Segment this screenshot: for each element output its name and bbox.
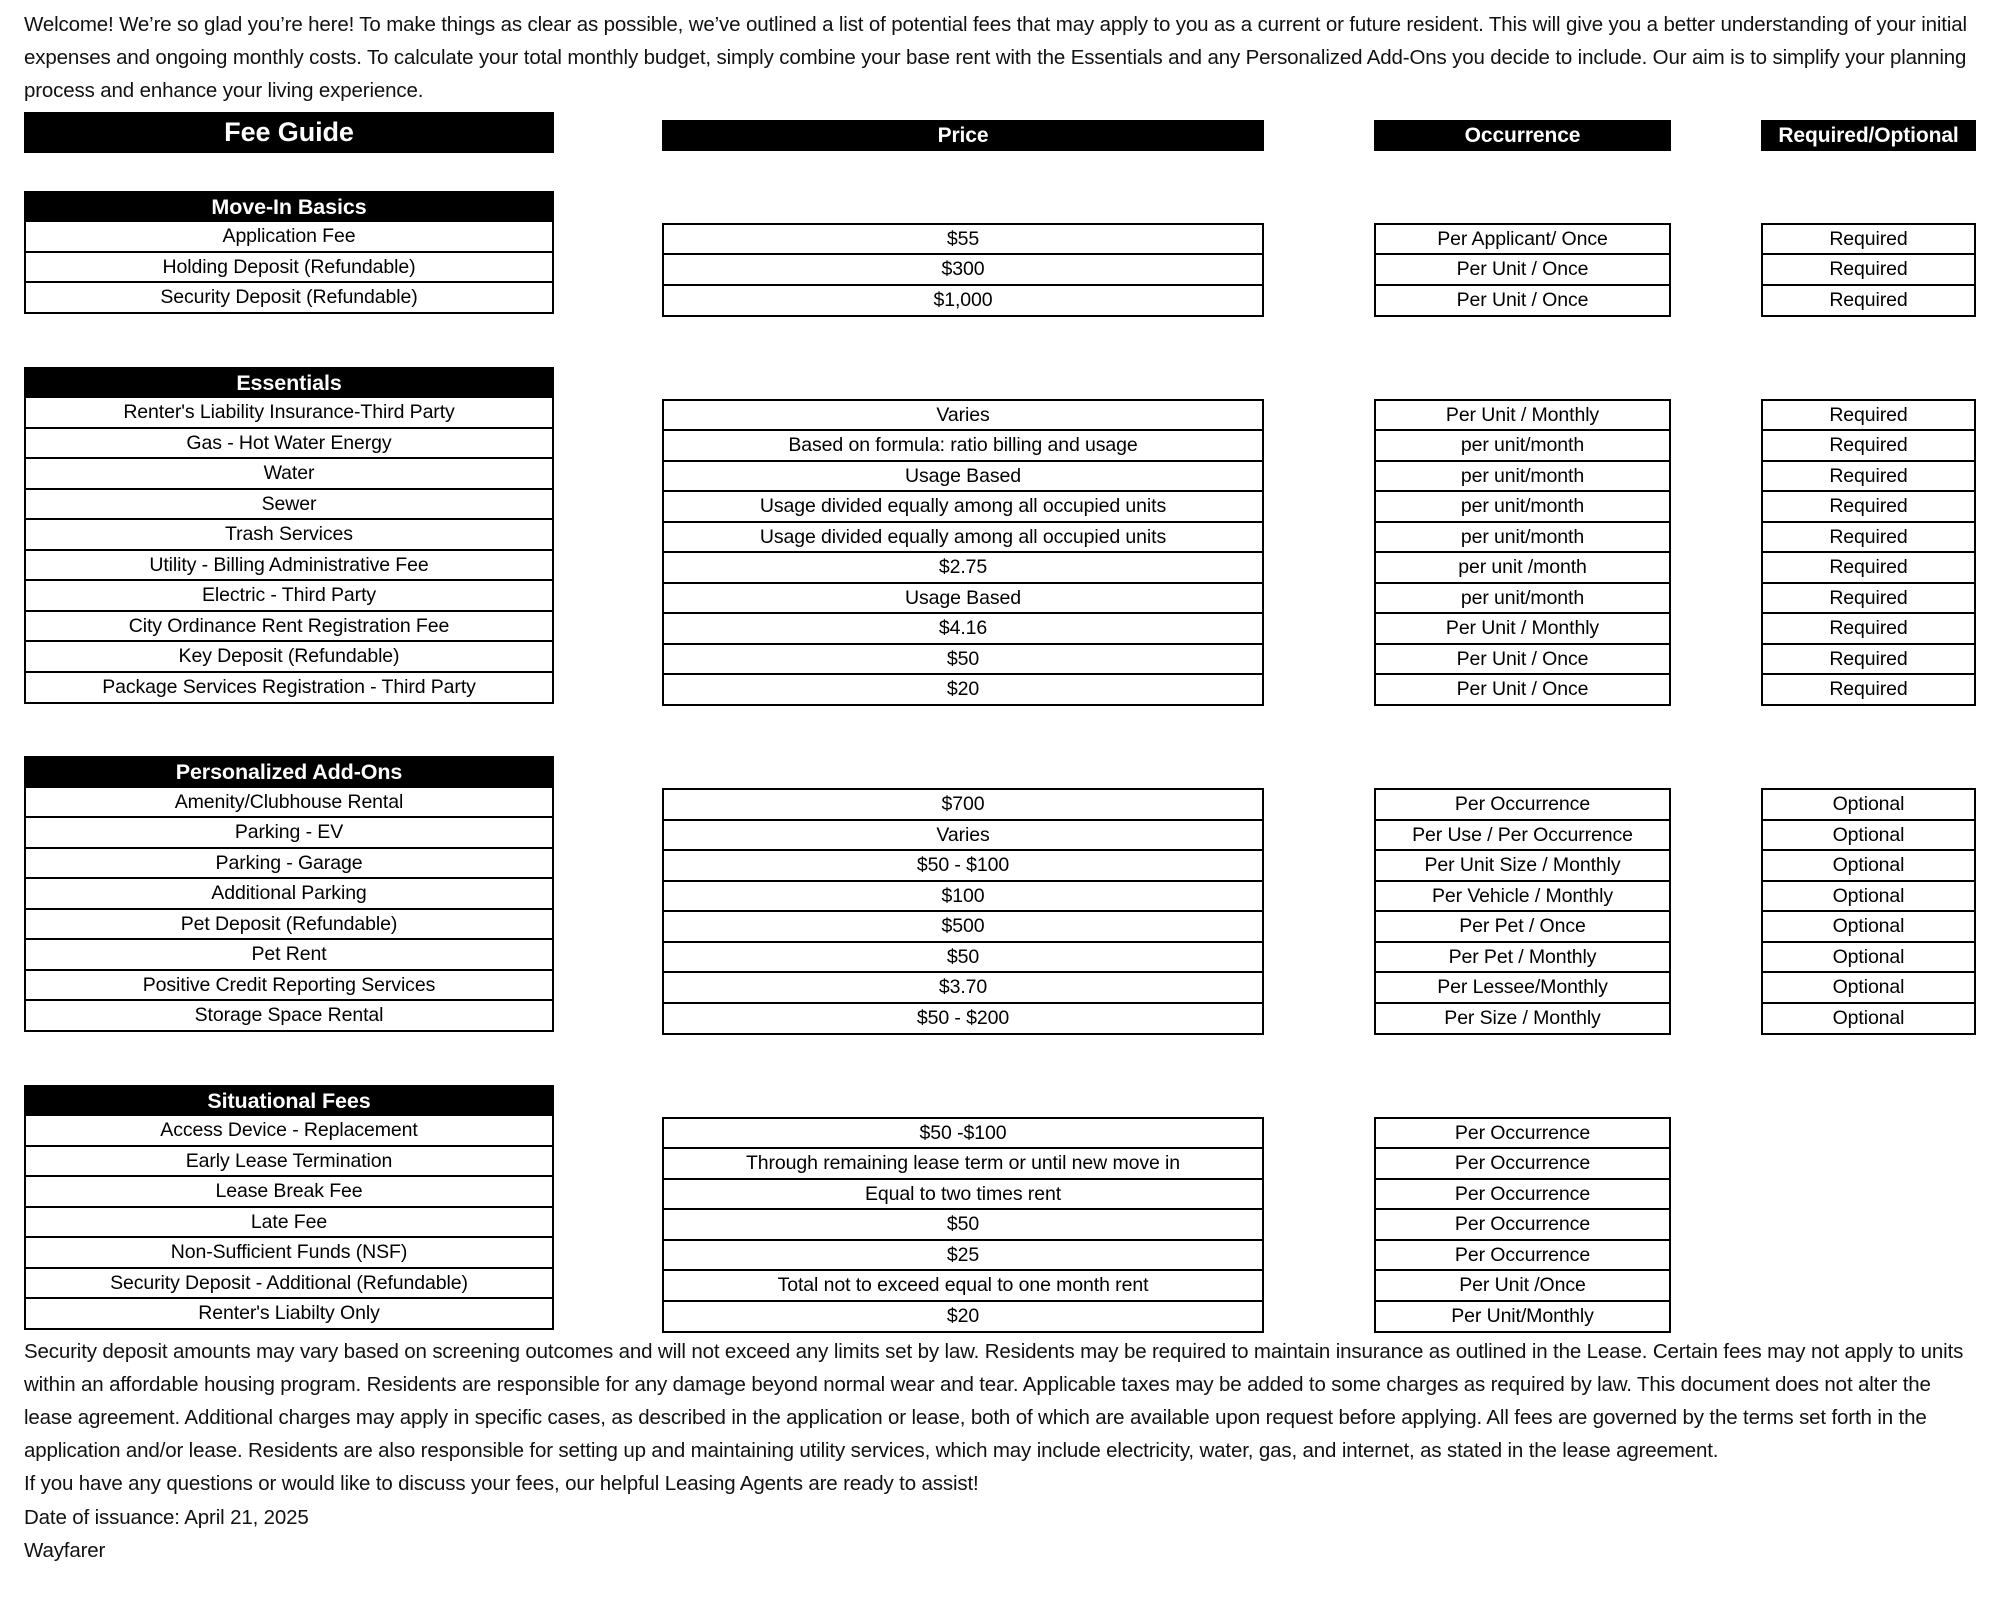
occurrence-cell: Per Occurrence bbox=[1374, 1178, 1671, 1211]
status-cell: Optional bbox=[1761, 1002, 1976, 1035]
fee-name-cell: Gas - Hot Water Energy bbox=[24, 427, 554, 460]
fee-name-cell: Non-Sufficient Funds (NSF) bbox=[24, 1236, 554, 1269]
status-cell: Required bbox=[1761, 429, 1976, 462]
fee-name-cell: Parking - Garage bbox=[24, 847, 554, 880]
price-cell: Varies bbox=[662, 819, 1264, 852]
price-cell: $50 bbox=[662, 941, 1264, 974]
price-cell: Usage divided equally among all occupied units bbox=[662, 490, 1264, 523]
status-cell: Required bbox=[1761, 643, 1976, 676]
price-cell: $50 bbox=[662, 1208, 1264, 1241]
column-header-occurrence: Occurrence bbox=[1374, 120, 1671, 151]
fee-name-cell: Key Deposit (Refundable) bbox=[24, 640, 554, 673]
fee-name-cell: Security Deposit (Refundable) bbox=[24, 281, 554, 314]
status-cell: Optional bbox=[1761, 788, 1976, 821]
status-cell: Required bbox=[1761, 223, 1976, 256]
occurrence-cell: Per Applicant/ Once bbox=[1374, 223, 1671, 256]
occurrence-cell: Per Unit /Once bbox=[1374, 1269, 1671, 1302]
fee-name-cell: Holding Deposit (Refundable) bbox=[24, 251, 554, 284]
price-cell: $1,000 bbox=[662, 284, 1264, 317]
fee-name-cell: Lease Break Fee bbox=[24, 1175, 554, 1208]
occurrence-cell: Per Unit / Once bbox=[1374, 253, 1671, 286]
section-row-essentials bbox=[24, 317, 1976, 707]
status-cell: Optional bbox=[1761, 880, 1976, 913]
status-cell: Optional bbox=[1761, 849, 1976, 882]
fee-name-cell: Renter's Liabilty Only bbox=[24, 1297, 554, 1330]
price-cell: Usage Based bbox=[662, 460, 1264, 493]
footer-questions: If you have any questions or would like to discuss your fees, our helpful Leasing Agents are ready to assist! bbox=[24, 1472, 979, 1496]
column-header-row bbox=[24, 112, 1976, 153]
price-cell: Through remaining lease term or until new move in bbox=[662, 1147, 1264, 1180]
status-cell: Required bbox=[1761, 582, 1976, 615]
price-cell: $500 bbox=[662, 910, 1264, 943]
fee-name-cell: Pet Rent bbox=[24, 938, 554, 971]
fee-name-cell: Security Deposit - Additional (Refundable) bbox=[24, 1267, 554, 1300]
price-cell: $50 - $200 bbox=[662, 1002, 1264, 1035]
occurrence-cell: Per Unit/Monthly bbox=[1374, 1300, 1671, 1333]
footer-issuance-date: Date of issuance: April 21, 2025 bbox=[24, 1505, 309, 1529]
occurrence-column-move-in-basics bbox=[1374, 153, 1671, 317]
price-cell: Based on formula: ratio billing and usage bbox=[662, 429, 1264, 462]
occurrence-cell: per unit/month bbox=[1374, 460, 1671, 493]
intro-paragraph: Welcome! We’re so glad you’re here! To make things as clear as possible, we’ve outlined a list of potential fees that may apply to you as a current or future resident. This will give you a better understanding of your initial expenses and ongoing monthly costs. To calculate your total monthly budget, simply combine your base rent with the Essentials and any Personalized Add-Ons you decide to include. Our aim is to simplify your planning process and enhance your living experience. bbox=[24, 13, 1967, 103]
status-column-personalized-add-ons bbox=[1761, 706, 1976, 1035]
price-cell: Varies bbox=[662, 399, 1264, 432]
price-cell: $25 bbox=[662, 1239, 1264, 1272]
section-header-move-in-basics: Move-In Basics bbox=[24, 191, 554, 223]
price-cell: Usage Based bbox=[662, 582, 1264, 615]
occurrence-cell: Per Unit Size / Monthly bbox=[1374, 849, 1671, 882]
fee-column-move-in-basics bbox=[24, 153, 554, 315]
status-cell: Required bbox=[1761, 490, 1976, 523]
price-cell: Total not to exceed equal to one month rent bbox=[662, 1269, 1264, 1302]
price-cell: $55 bbox=[662, 223, 1264, 256]
occurrence-cell: Per Vehicle / Monthly bbox=[1374, 880, 1671, 913]
price-column-move-in-basics bbox=[662, 153, 1264, 317]
section-row-situational-fees bbox=[24, 1035, 1976, 1333]
status-cell: Optional bbox=[1761, 910, 1976, 943]
price-cell: $100 bbox=[662, 880, 1264, 913]
fee-name-cell: Renter's Liability Insurance-Third Party bbox=[24, 396, 554, 429]
occurrence-cell: Per Occurrence bbox=[1374, 788, 1671, 821]
status-cell: Optional bbox=[1761, 941, 1976, 974]
occurrence-cell: Per Unit / Monthly bbox=[1374, 612, 1671, 645]
status-column-situational-fees bbox=[1761, 1035, 1976, 1117]
column-header-required-optional: Required/Optional bbox=[1761, 120, 1976, 151]
price-cell: $20 bbox=[662, 1300, 1264, 1333]
fee-name-cell: Pet Deposit (Refundable) bbox=[24, 908, 554, 941]
fee-name-cell: Water bbox=[24, 457, 554, 490]
section-header-personalized-add-ons: Personalized Add-Ons bbox=[24, 756, 554, 788]
fee-name-cell: Electric - Third Party bbox=[24, 579, 554, 612]
occurrence-cell: per unit/month bbox=[1374, 490, 1671, 523]
price-column-essentials bbox=[662, 317, 1264, 707]
occurrence-cell: per unit /month bbox=[1374, 551, 1671, 584]
status-cell: Required bbox=[1761, 521, 1976, 554]
occurrence-cell: per unit/month bbox=[1374, 521, 1671, 554]
occurrence-cell: Per Occurrence bbox=[1374, 1147, 1671, 1180]
status-column-move-in-basics bbox=[1761, 153, 1976, 317]
occurrence-cell: Per Unit / Once bbox=[1374, 673, 1671, 706]
status-cell: Required bbox=[1761, 612, 1976, 645]
footer-disclaimer: Security deposit amounts may vary based on screening outcomes and will not exceed any limits set by law. Residents may be required to maintain insurance as outlined in the Lease. Certain fees may not apply to units within an affordable housing program. Residents are responsible for any damage beyond normal wear and tear. Applicable taxes may be added to some charges as required by law. This document does not alter the lease agreement. Additional charges may apply in specific cases, as described in the application or lease, both of which are available upon request before applying. All fees are governed by the terms set forth in the application and/or lease. Residents are also responsible for setting up and maintaining utility services, which may include electricity, water, gas, and internet, as stated in the lease agreement. bbox=[24, 1339, 1964, 1463]
fee-name-cell: Amenity/Clubhouse Rental bbox=[24, 786, 554, 819]
status-cell: Required bbox=[1761, 551, 1976, 584]
price-column-situational-fees bbox=[662, 1035, 1264, 1333]
fee-column-situational-fees bbox=[24, 1035, 554, 1331]
section-row-personalized-add-ons bbox=[24, 706, 1976, 1035]
price-cell: $3.70 bbox=[662, 971, 1264, 1004]
fee-name-cell: Package Services Registration - Third Party bbox=[24, 671, 554, 704]
fee-column-personalized-add-ons bbox=[24, 706, 554, 1032]
price-cell: $50 -$100 bbox=[662, 1117, 1264, 1150]
occurrence-cell: Per Pet / Once bbox=[1374, 910, 1671, 943]
status-cell: Required bbox=[1761, 460, 1976, 493]
occurrence-cell: Per Use / Per Occurrence bbox=[1374, 819, 1671, 852]
occurrence-cell: Per Occurrence bbox=[1374, 1239, 1671, 1272]
status-cell: Required bbox=[1761, 673, 1976, 706]
price-cell: $2.75 bbox=[662, 551, 1264, 584]
occurrence-cell: Per Pet / Monthly bbox=[1374, 941, 1671, 974]
section-header-situational-fees: Situational Fees bbox=[24, 1085, 554, 1117]
occurrence-cell: per unit/month bbox=[1374, 429, 1671, 462]
price-cell: $20 bbox=[662, 673, 1264, 706]
fee-name-cell: Utility - Billing Administrative Fee bbox=[24, 549, 554, 582]
fee-name-cell: Late Fee bbox=[24, 1206, 554, 1239]
fee-name-cell: Positive Credit Reporting Services bbox=[24, 969, 554, 1002]
status-cell: Required bbox=[1761, 253, 1976, 286]
footer-notes bbox=[24, 1335, 1976, 1567]
occurrence-cell: Per Unit / Once bbox=[1374, 643, 1671, 676]
fee-name-cell: Storage Space Rental bbox=[24, 999, 554, 1032]
fee-name-cell: Application Fee bbox=[24, 220, 554, 253]
status-cell: Required bbox=[1761, 284, 1976, 317]
occurrence-cell: Per Unit / Once bbox=[1374, 284, 1671, 317]
occurrence-column-personalized-add-ons bbox=[1374, 706, 1671, 1035]
price-cell: $700 bbox=[662, 788, 1264, 821]
status-column-essentials bbox=[1761, 317, 1976, 707]
occurrence-cell: Per Size / Monthly bbox=[1374, 1002, 1671, 1035]
fee-name-cell: Early Lease Termination bbox=[24, 1145, 554, 1178]
price-cell: Usage divided equally among all occupied units bbox=[662, 521, 1264, 554]
price-cell: $50 bbox=[662, 643, 1264, 676]
price-cell: $4.16 bbox=[662, 612, 1264, 645]
occurrence-cell: Per Unit / Monthly bbox=[1374, 399, 1671, 432]
occurrence-column-essentials bbox=[1374, 317, 1671, 707]
fee-name-cell: Access Device - Replacement bbox=[24, 1114, 554, 1147]
status-cell: Required bbox=[1761, 399, 1976, 432]
price-cell: $50 - $100 bbox=[662, 849, 1264, 882]
column-header-fee-guide: Fee Guide bbox=[24, 112, 554, 153]
fee-name-cell: Sewer bbox=[24, 488, 554, 521]
footer-property-name: Wayfarer bbox=[24, 1538, 106, 1562]
column-header-price: Price bbox=[662, 120, 1264, 151]
status-cell: Optional bbox=[1761, 971, 1976, 1004]
occurrence-cell: Per Occurrence bbox=[1374, 1117, 1671, 1150]
fee-name-cell: Parking - EV bbox=[24, 816, 554, 849]
occurrence-cell: Per Lessee/Monthly bbox=[1374, 971, 1671, 1004]
fee-name-cell: Additional Parking bbox=[24, 877, 554, 910]
fee-name-cell: Trash Services bbox=[24, 518, 554, 551]
price-cell: $300 bbox=[662, 253, 1264, 286]
price-column-personalized-add-ons bbox=[662, 706, 1264, 1035]
fee-name-cell: City Ordinance Rent Registration Fee bbox=[24, 610, 554, 643]
fee-column-essentials bbox=[24, 317, 554, 704]
fee-guide-table bbox=[24, 112, 1976, 1333]
occurrence-cell: Per Occurrence bbox=[1374, 1208, 1671, 1241]
price-cell: Equal to two times rent bbox=[662, 1178, 1264, 1211]
section-header-essentials: Essentials bbox=[24, 367, 554, 399]
status-cell: Optional bbox=[1761, 819, 1976, 852]
section-row-move-in-basics bbox=[24, 153, 1976, 317]
occurrence-cell: per unit/month bbox=[1374, 582, 1671, 615]
occurrence-column-situational-fees bbox=[1374, 1035, 1671, 1333]
